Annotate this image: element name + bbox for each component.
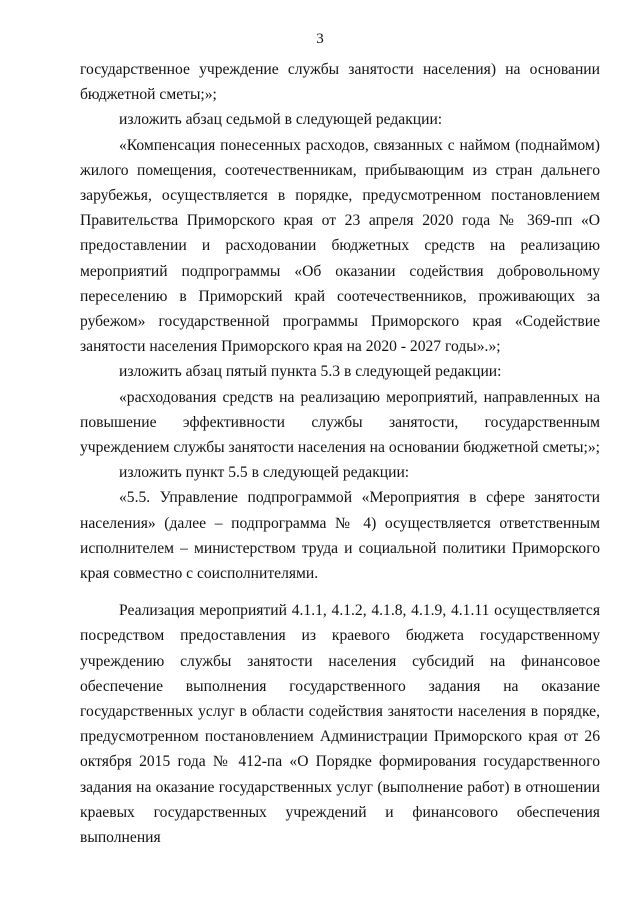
paragraph-instruction-2: изложить абзац пятый пункта 5.3 в следующей редакции: [119, 363, 502, 381]
paragraph-instruction-3: изложить пункт 5.5 в следующей редакции: [119, 464, 410, 482]
document-body [80, 57, 600, 850]
paragraph-spending: «расходования средств на реализацию мероприятий, направленных на повышение эффективности службы занятости, государственным учреждением службы занятости населения на основании бюджетной сметы;»; [80, 388, 600, 457]
paragraph-implementation: Реализация мероприятий 4.1.1, 4.1.2, 4.1.8, 4.1.9, 4.1.11 осуществляется посредством предоставления из краевого бюджета государственному учреждению службы занятости населения субсидий на финансовое обеспечение выполнения государственного задания на оказание государственных услуг в области содействия занятости населения в порядке, предусмотренном постановлением Администрации Приморского края от 26 октября 2015 года № 412-па «О Порядке формирования государственного задания на оказание государственных услуг (выполнение работ) в отношении краевых государственных учреждений и финансового обеспечения выполнения [80, 602, 600, 847]
paragraph-compensation: «Компенсация понесенных расходов, связанных с наймом (поднаймом) жилого помещения, соотечественникам, прибывающим из стран дальнего зарубежья, осуществляется в порядке, предусмотренном постановлением Правительства Приморского края от 23 апреля 2020 года № 369-пп «О предоставлении и расходовании бюджетных средств на реализацию мероприятий подпрограммы «Об оказании содействия добровольному переселению в Приморский край соотечественников, проживающих за рубежом» государственной программы Приморского края «Содействие занятости населения Приморского края на 2020 - 2027 годы».»; [80, 136, 600, 356]
paragraph-continuation: государственное учреждение службы занятости населения) на основании бюджетной сметы;»; [80, 61, 600, 104]
paragraph-instruction-1: изложить абзац седьмой в следующей редакции: [119, 111, 443, 129]
page-number: 3 [316, 31, 324, 47]
paragraph-clause-5-5: «5.5. Управление подпрограммой «Мероприятия в сфере занятости населения» (далее – подпрограмма № 4) осуществляется ответственным исполнителем – министерством труда и социальной политики Приморского края совместно с соисполнителями. [80, 489, 600, 583]
